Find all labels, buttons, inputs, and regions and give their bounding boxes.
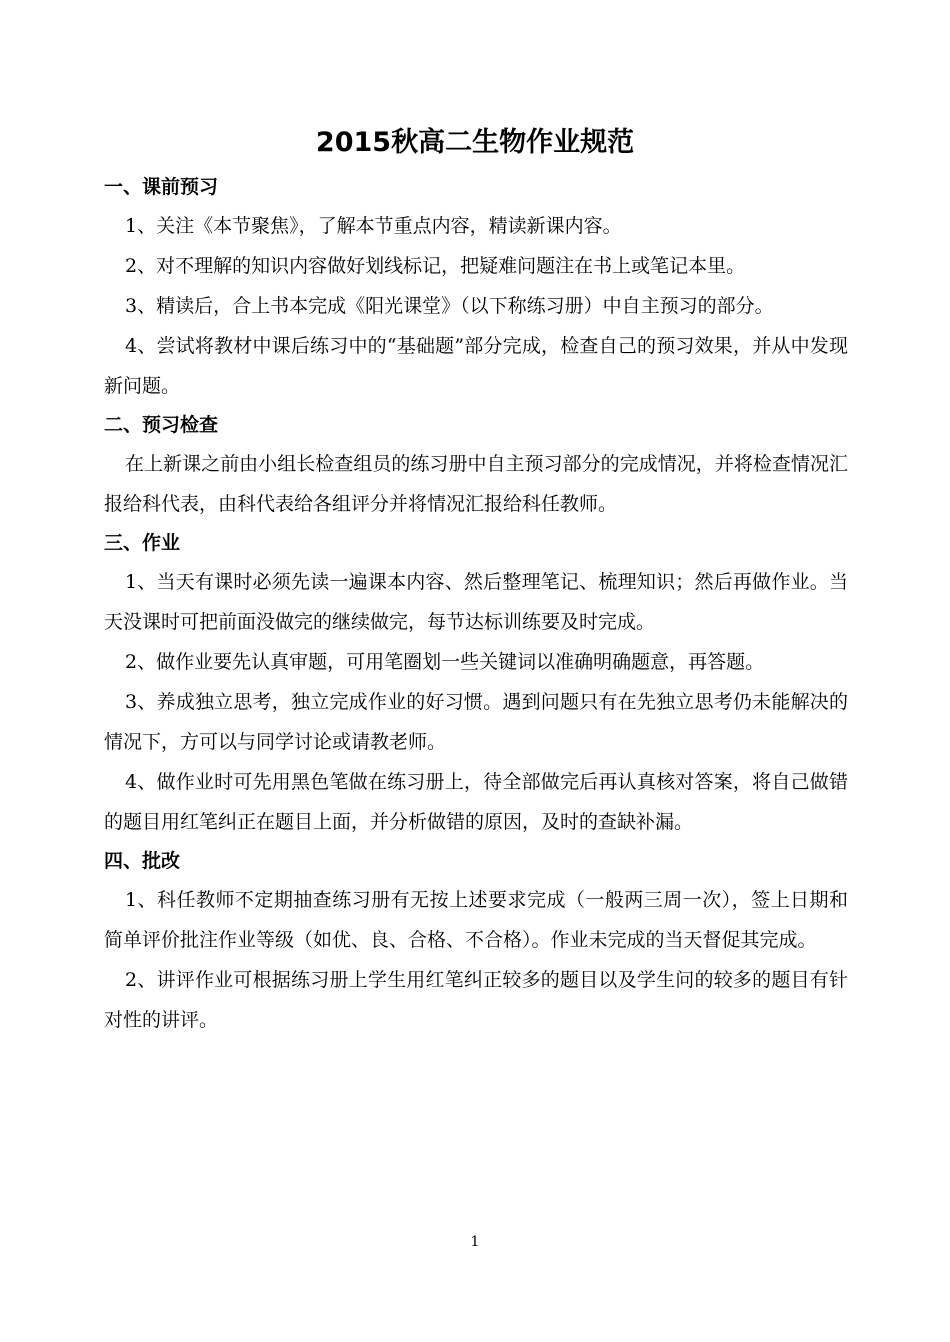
section-heading: 一、课前预习 [104, 176, 219, 198]
paragraph: 4、做作业时可先用黑色笔做在练习册上，待全部做完后再认真核对答案，将自己做错的题目用红笔纠正在题目上面，并分析做错的原因，及时的查缺补漏。 [104, 771, 848, 833]
section-heading: 二、预习检查 [104, 414, 219, 436]
paragraph: 1、关注《本节聚焦》，了解本节重点内容，精读新课内容。 [125, 215, 622, 237]
paragraph: 1、当天有课时必须先读一遍课本内容、然后整理笔记、梳理知识；然后再做作业。当天没课时可把前面没做完的继续做完，每节达标训练要及时完成。 [104, 571, 848, 633]
section-grading [104, 842, 848, 1040]
section-homework [104, 524, 848, 842]
page-number: 1 [470, 1234, 480, 1250]
paragraph: 1、科任教师不定期抽查练习册有无按上述要求完成（一般两三周一次），签上日期和简单评价批注作业等级（如优、良、合格、不合格）。作业未完成的当天督促其完成。 [104, 889, 848, 951]
paragraph: 4、尝试将教材中课后练习中的“基础题”部分完成，检查自己的预习效果，并从中发现新问题。 [104, 335, 848, 397]
paragraph: 3、养成独立思考，独立完成作业的好习惯。遇到问题只有在先独立思考仍未能解决的情况下，方可以与同学讨论或请教老师。 [104, 691, 848, 753]
paragraph: 2、对不理解的知识内容做好划线标记，把疑难问题注在书上或笔记本里。 [125, 255, 746, 277]
section-heading: 三、作业 [104, 532, 181, 554]
section-pre-class-preview [104, 168, 848, 406]
paragraph: 2、讲评作业可根据练习册上学生用红笔纠正较多的题目以及学生问的较多的题目有针对性的讲评。 [104, 969, 848, 1031]
section-preview-check [104, 406, 848, 524]
section-heading: 四、批改 [104, 850, 181, 872]
paragraph: 2、做作业要先认真审题，可用笔圈划一些关键词以准确明确题意，再答题。 [125, 651, 765, 673]
document-body [104, 168, 848, 1040]
paragraph: 3、精读后，合上书本完成《阳光课堂》（以下称练习册）中自主预习的部分。 [125, 295, 774, 317]
paragraph: 在上新课之前由小组长检查组员的练习册中自主预习部分的完成情况，并将检查情况汇报给科代表，由科代表给各组评分并将情况汇报给科任教师。 [104, 453, 848, 515]
document-title: 2015秋高二生物作业规范 [315, 127, 635, 158]
